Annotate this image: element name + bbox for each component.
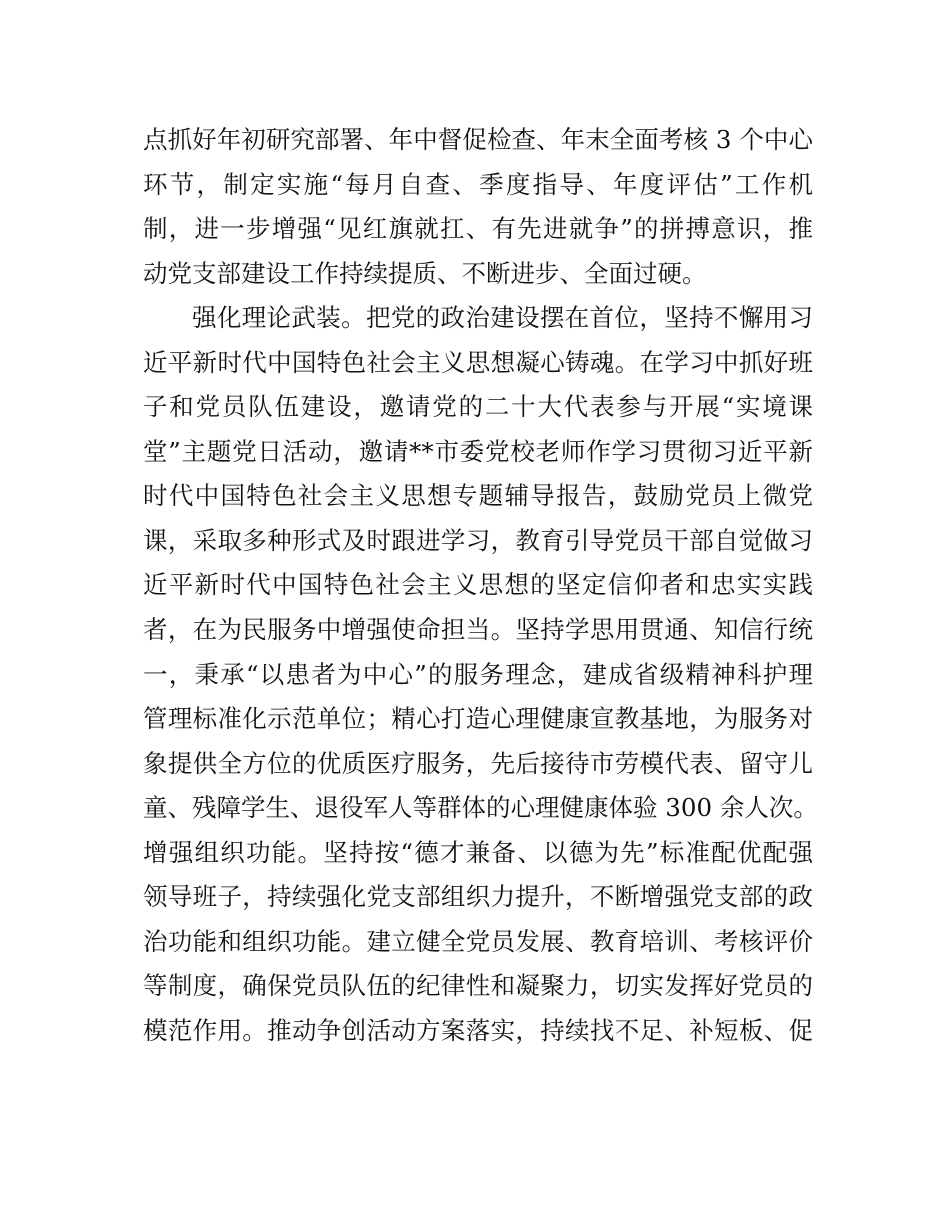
text-line: 管理标准化示范单位；精心打造心理健康宣教基地，为服务对	[143, 704, 813, 734]
text-line: 堂”主题党日活动，邀请**市委党校老师作学习贯彻习近平新	[143, 436, 813, 466]
text-line: 近平新时代中国特色社会主义思想凝心铸魂。在学习中抓好班	[143, 347, 813, 377]
text-line: 环节，制定实施“每月自查、季度指导、年度评估”工作机	[143, 169, 813, 199]
text-line: 治功能和组织功能。建立健全党员发展、教育培训、考核评价	[143, 926, 813, 956]
text-line: 象提供全方位的优质医疗服务，先后接待市劳模代表、留守儿	[143, 748, 813, 778]
text-line: 增强组织功能。坚持按“德才兼备、以德为先”标准配优配强	[143, 837, 813, 867]
text-line: 领导班子，持续强化党支部组织力提升，不断增强党支部的政	[143, 882, 813, 912]
text-line: 点抓好年初研究部署、年中督促检查、年末全面考核 3 个中心	[143, 125, 813, 154]
body-text	[143, 118, 818, 1053]
text-line: 一，秉承“以患者为中心”的服务理念，建成省级精神科护理	[143, 659, 813, 689]
text-line: 动党支部建设工作持续提质、不断进步、全面过硬。	[143, 258, 707, 288]
paragraph-first-line: 强化理论武装。把党的政治建设摆在首位，坚持不懈用习	[192, 303, 813, 333]
text-line: 制，进一步增强“见红旗就扛、有先进就争”的拼搏意识，推	[143, 214, 813, 244]
text-line: 等制度，确保党员队伍的纪律性和凝聚力，切实发挥好党员的	[143, 971, 813, 1001]
text-line: 近平新时代中国特色社会主义思想的坚定信仰者和忠实实践	[143, 570, 813, 600]
text-line: 课，采取多种形式及时跟进学习，教育引导党员干部自觉做习	[143, 525, 813, 555]
text-line: 子和党员队伍建设，邀请党的二十大代表参与开展“实境课	[143, 392, 813, 422]
text-line: 时代中国特色社会主义思想专题辅导报告，鼓励党员上微党	[143, 481, 813, 511]
text-line: 者，在为民服务中增强使命担当。坚持学思用贯通、知信行统	[143, 615, 813, 645]
text-line: 童、残障学生、退役军人等群体的心理健康体验 300 余人次。	[143, 793, 818, 823]
text-line: 模范作用。推动争创活动方案落实，持续找不足、补短板、促	[143, 1015, 813, 1045]
